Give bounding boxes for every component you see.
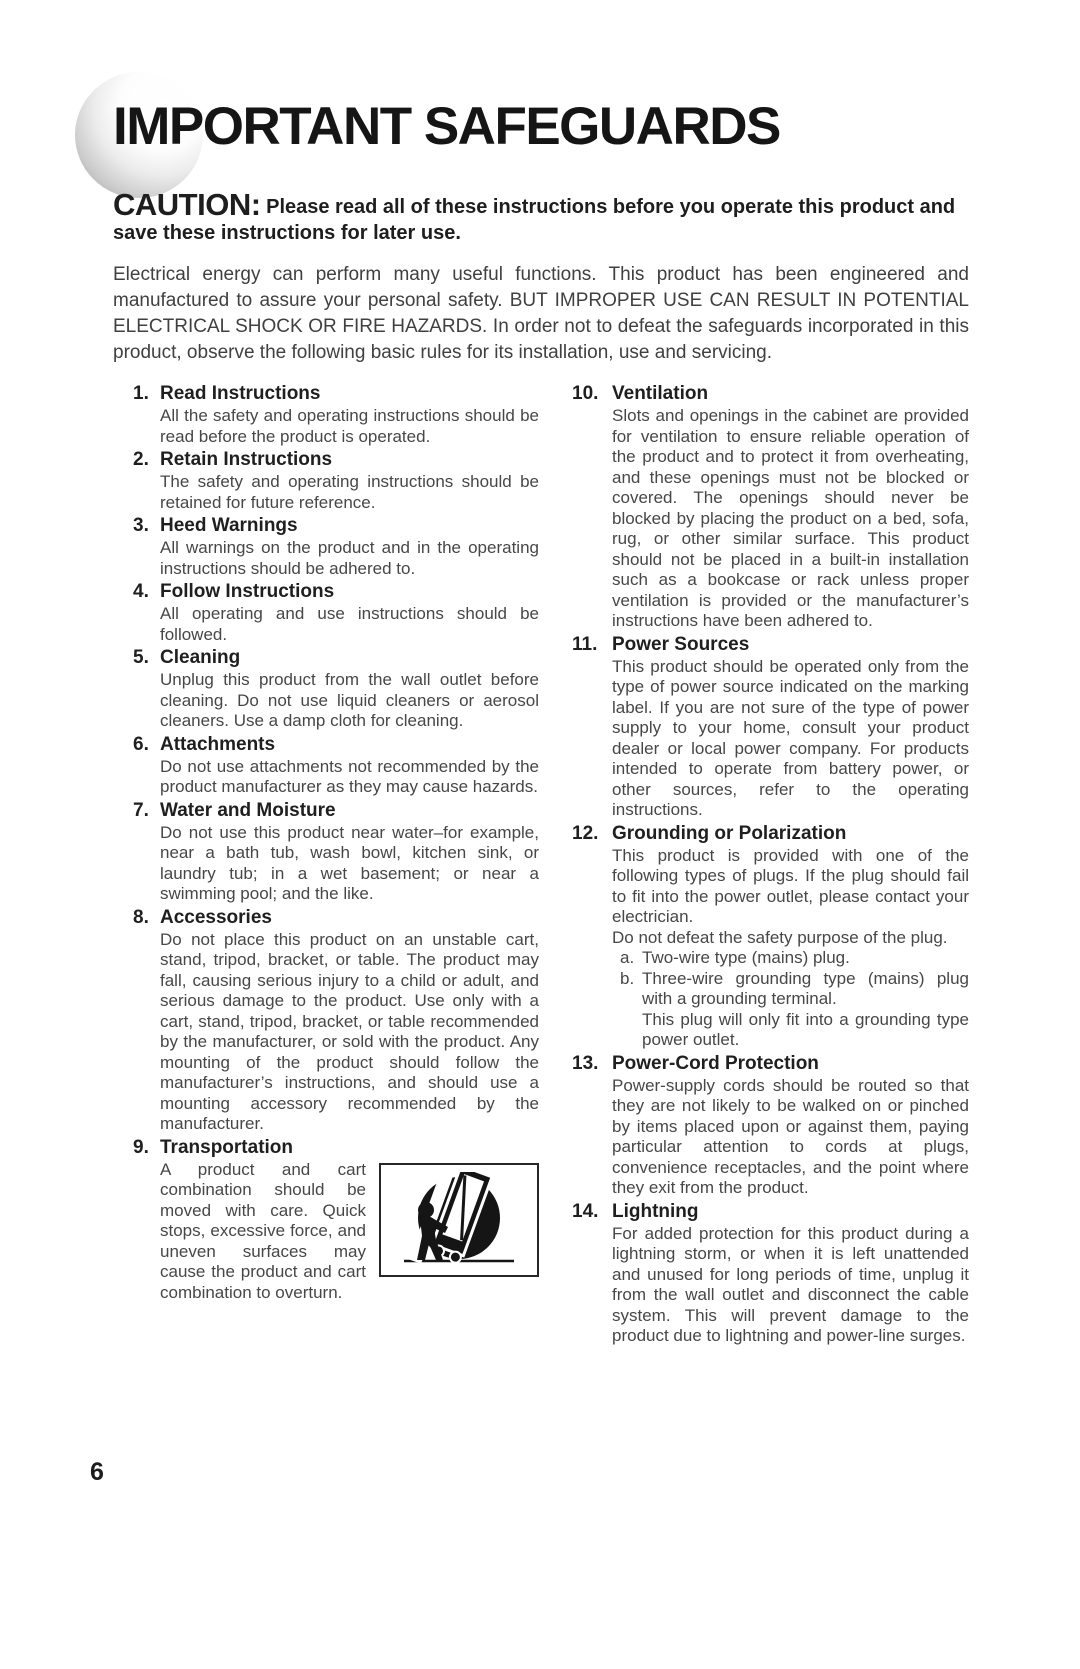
item-title: Ventilation [612,383,709,404]
item-power-cord-protection [572,1052,969,1199]
item-number: 8. [133,906,149,928]
item-title: Accessories [160,906,272,928]
item-body-note: Do not defeat the safety purpose of the plug. [612,927,948,947]
item-body: Slots and openings in the cabinet are provided for ventilation to ensure reliable operation of the product and to protect it from overheating, and these openings must not be blocked or covered. The openings should never be blocked by placing the product on a bed, sofa, rug, or other similar surface. This product should not be placed in a built-in installation such as a bookcase or rack unless proper ventilation is provided or the manufacturer’s instructions have been adhered to. [612,406,969,630]
item-body: For added protection for this product during a lightning storm, or when it is left unattended and unused for long periods of time, unplug it from the wall outlet and disconnect the cable system. This will prevent damage to the product due to lightning and power-line surges. [612,1223,969,1345]
item-transportation [133,1136,539,1304]
item-cleaning [133,646,539,732]
item-number: 13. [572,1052,599,1074]
item-title: Follow Instructions [160,581,335,602]
item-body: Power-supply cords should be routed so that they are not likely to be walked on or pinched by items placed upon or against them, paying particular attention to cords at plugs, convenience receptacles, and the point where they exit from the product. [612,1075,969,1197]
item-title: Power-Cord Protection [612,1052,819,1074]
item-number: 7. [133,799,149,821]
caution-label: CAUTION: [113,187,261,222]
caution-paragraph [113,187,969,246]
item-title: Transportation [160,1136,294,1158]
item-title: Retain Instructions [160,449,333,470]
item-number: 1. [133,383,149,404]
intro-paragraph: Electrical energy can perform many useful functions. This product has been engineered and manufactured to assure your personal safety. BUT IMPROPER USE CAN RESULT IN POTENTIAL ELECTRICAL SHOCK OR FIRE HAZARDS. In order not to defeat the safeguards incorporated in this product, observe the following basic rules for its installation, use and servicing. [113,264,969,363]
column-left [113,382,539,1348]
item-number: 3. [133,515,149,536]
sub-text: Three-wire grounding type (mains) plug with a grounding terminal. [642,968,969,1008]
item-number: 4. [133,581,149,602]
sub-text: Two-wire type (mains) plug. [642,948,850,967]
item-number: 14. [572,1200,599,1222]
item-number: 2. [133,449,149,470]
item-accessories [133,906,539,1135]
item-lightning [572,1200,969,1347]
sub-label: b. [620,968,635,988]
item-title: Cleaning [160,647,241,668]
item-body: The safety and operating instructions should be retained for future reference. [160,472,539,512]
item-body: All warnings on the product and in the operating instructions should be adhered to. [160,538,539,578]
item-title: Power Sources [612,633,750,655]
page-title: IMPORTANT SAFEGUARDS [113,97,780,156]
item-number: 6. [133,733,149,755]
item-ventilation [572,382,969,632]
item-body: A product and cart combination should be moved with care. Quick stops, excessive force, and uneven surfaces may cause the product and cart combination to overturn. [160,1159,366,1302]
item-body: Do not use this product near water–for example, near a bath tub, wash bowl, kitchen sink, or laundry tub; in a wet basement; or near a swimming pool; and the like. [160,822,539,903]
item-body: All the safety and operating instructions should be read before the product is operated. [160,406,539,446]
item-body: This product is provided with one of the following types of plugs. If the plug should fail to fit into the power outlet, please contact your electrician. [612,845,969,926]
item-attachments [133,733,539,798]
item-body: Unplug this product from the wall outlet before cleaning. Do not use liquid cleaners or aerosol cleaners. Use a damp cloth for cleaning. [160,670,539,730]
item-body: Do not use attachments not recommended by the product manufacturer as they may cause hazards. [160,756,539,796]
item-title: Grounding or Polarization [612,822,847,844]
safeguards-columns [113,382,969,1348]
item-number: 11. [572,633,598,655]
item-grounding-or-polarization [572,822,969,1051]
item-heed-warnings [133,514,539,579]
column-right [565,382,969,1348]
item-number: 5. [133,647,149,668]
item-power-sources [572,633,969,821]
cart-tip-warning-icon [379,1163,539,1277]
item-title: Attachments [160,733,276,755]
item-title: Read Instructions [160,383,321,404]
plug-type-b-note: This plug will only fit into a grounding type power outlet. [642,1009,969,1049]
page-number: 6 [90,1458,104,1486]
item-title: Water and Moisture [160,799,336,821]
item-number: 10. [572,383,599,404]
item-follow-instructions [133,580,539,645]
item-title: Lightning [612,1200,699,1222]
item-number: 12. [572,822,599,844]
item-body: This product should be operated only from the type of power source indicated on the marking label. If you are not sure of the type of power supply to your home, consult your product dealer or local power company. For products intended to operate from battery power, or other sources, refer to the operating instructions. [612,656,969,819]
item-title: Heed Warnings [160,515,298,536]
plug-type-b [620,969,969,1010]
plug-type-a [620,948,969,969]
item-retain-instructions [133,448,539,513]
item-body: Do not place this product on an unstable cart, stand, tripod, bracket, or table. The product may fall, causing serious injury to a child or adult, and serious damage to the product. Use only with a cart, stand, tripod, bracket, or table recommended by the manufacturer, or sold with the product. Any mounting of the product should follow the manufacturer’s instructions, and should use a mounting accessory recommended by the manufacturer. [160,929,539,1133]
caution-text: Please read all of these instructions before you operate this product and save these instructions for later use. [113,196,956,244]
item-number: 9. [133,1136,149,1158]
item-water-and-moisture [133,799,539,905]
page-content [113,0,969,1348]
item-body: All operating and use instructions should be followed. [160,604,539,644]
sub-label: a. [620,948,635,967]
item-read-instructions [133,382,539,447]
